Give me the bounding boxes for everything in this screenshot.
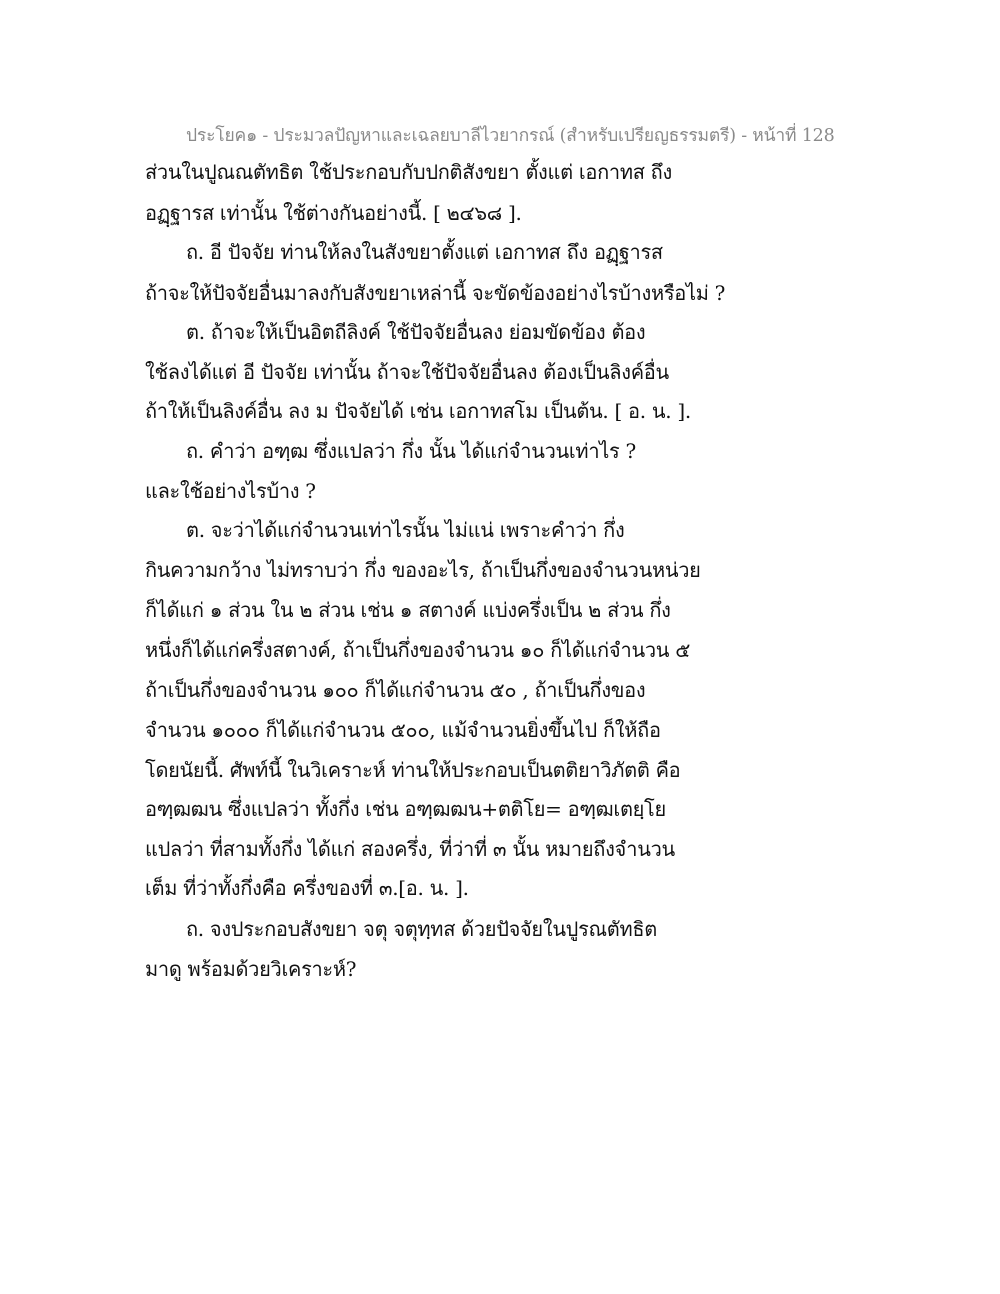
text-line: และใช้อย่างไรบ้าง ? — [145, 479, 316, 503]
text-line: หนึ่งก็ได้แก่ครึ่งสตางค์, ถ้าเป็นกึ่งของจำนวน ๑๐ ก็ได้แก่จำนวน ๕ — [145, 638, 691, 662]
text-line: กินความกว้าง ไม่ทราบว่า กึ่ง ของอะไร, ถ้าเป็นกึ่งของจำนวนหน่วย — [145, 558, 701, 582]
text-line: ใช้ลงได้แต่ อี ปัจจัย เท่านั้น ถ้าจะใช้ปัจจัยอื่นลง ต้องเป็นลิงค์อื่น — [145, 360, 669, 384]
text-line: ต. ถ้าจะให้เป็นอิตถีลิงค์ ใช้ปัจจัยอื่นลง ย่อมขัดข้อง ต้อง — [186, 320, 646, 344]
text-line: ส่วนในปูณณตัทธิต ใช้ประกอบกับปกติสังขยา ตั้งแต่ เอกาทส ถึง — [145, 160, 672, 184]
text-line: อฑฺฒฒน ซึ่งแปลว่า ทั้งกึ่ง เช่น อฑฺฒฒน+ตติโย= อฑฺฒเตยฺโย — [145, 797, 666, 821]
text-line: ถ้าจะให้ปัจจัยอื่นมาลงกับสังขยาเหล่านี้ จะขัดข้องอย่างไรบ้างหรือไม่ ? — [145, 281, 726, 305]
text-line: ก็ได้แก่ ๑ ส่วน ใน ๒ ส่วน เช่น ๑ สตางค์ แบ่งครึ่งเป็น ๒ ส่วน กึ่ง — [145, 598, 671, 622]
text-line: ถ. อี ปัจจัย ท่านให้ลงในสังขยาตั้งแต่ เอกาทส ถึง อฏฺฐารส — [186, 240, 663, 264]
text-line: ถ้าเป็นกึ่งของจำนวน ๑๐๐ ก็ได้แก่จำนวน ๕๐ , ถ้าเป็นกึ่งของ — [145, 678, 646, 702]
text-line: ถ. จงประกอบสังขยา จตุ จตุทฺทส ด้วยปัจจัยในปูรณตัทธิต — [186, 917, 657, 941]
text-line: โดยนัยนี้. ศัพท์นี้ ในวิเคราะห์ ท่านให้ประกอบเป็นตติยาวิภัตติ คือ — [145, 758, 681, 782]
text-line: ถ้าให้เป็นลิงค์อื่น ลง ม ปัจจัยได้ เช่น เอกาทสโม เป็นต้น. [ อ. น. ]. — [145, 399, 691, 423]
text-line: เต็ม ที่ว่าทั้งกึ่งคือ ครึ่งของที่ ๓.[อ. น. ]. — [145, 876, 469, 900]
text-line: แปลว่า ที่สามทั้งกึ่ง ได้แก่ สองครึ่ง, ที่ว่าที่ ๓ นั้น หมายถึงจำนวน — [145, 837, 675, 861]
text-line: ถ. คำว่า อฑฺฒ ซึ่งแปลว่า กึ่ง นั้น ได้แก่จำนวนเท่าไร ? — [186, 439, 636, 463]
text-line: ต. จะว่าได้แก่จำนวนเท่าไรนั้น ไม่แน่ เพราะคำว่า กึ่ง — [186, 518, 625, 542]
text-line: มาดู พร้อมด้วยวิเคราะห์? — [145, 957, 357, 981]
text-line: จำนวน ๑๐๐๐ ก็ได้แก่จำนวน ๕๐๐, แม้จำนวนยิ่งขึ้นไป ก็ให้ถือ — [145, 718, 661, 742]
text-line: อฏฺฐารส เท่านั้น ใช้ต่างกันอย่างนี้. [ ๒๔๖๘ ]. — [145, 201, 522, 225]
page-header: ประโยค๑ - ประมวลปัญหาและเฉลยบาลีไวยากรณ์ (สำหรับเปรียญธรรมตรี) - หน้าที่ 128 — [186, 126, 835, 146]
